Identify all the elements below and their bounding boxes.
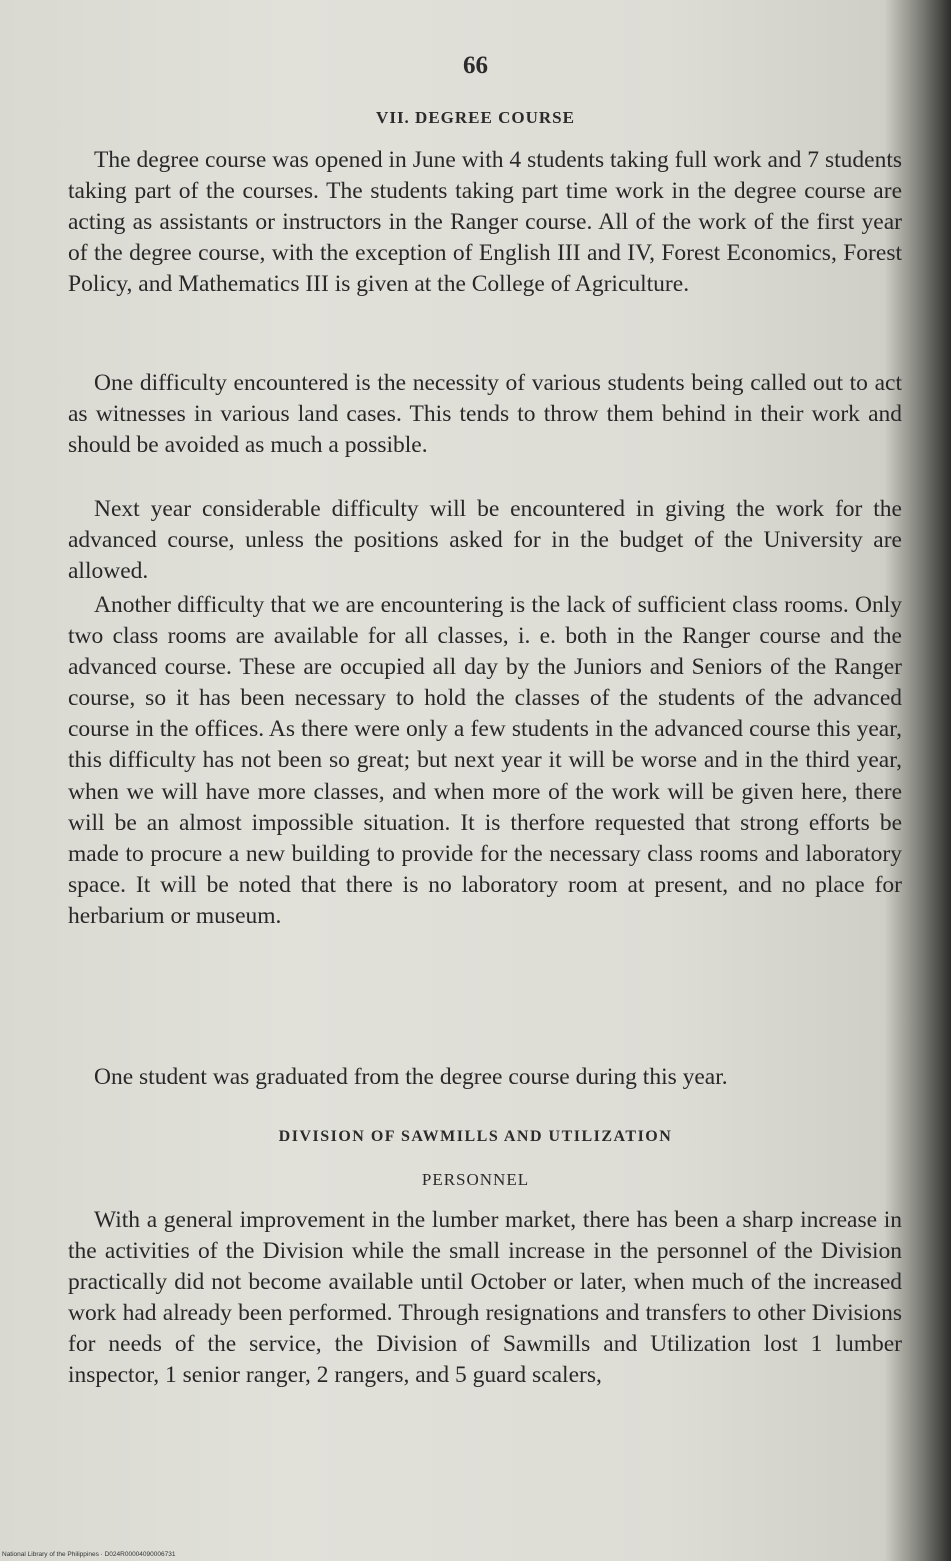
paragraph-personnel: With a general improvement in the lumber market, there has been a sharp increase in the activities of the Division while the small increase in the personnel of the Division practically did not become available until October or later, when much of the increased work had already been performed. Through resignations and transfers to other Divisions for needs of the service, the Division of Sawmills and Utilization lost 1 lumber inspector, 1 senior ranger, 2 rangers, and 5 guard scalers, <box>68 1207 902 1389</box>
footer-library-stamp: National Library of the Philippines · D024R00004090006731 <box>2 1551 176 1558</box>
page-number: 66 <box>463 52 488 79</box>
division-heading: DIVISION OF SAWMILLS AND UTILIZATION <box>278 1128 673 1145</box>
personnel-heading: PERSONNEL <box>421 1170 530 1189</box>
paragraph-degree-course: The degree course was opened in June with 4 students taking full work and 7 students taking part of the courses. The students taking part time work in the degree course are acting as assistants or instructors in the Ranger course. All of the work of the first year of the degree course, with the exception of English III and IV, Forest Economics, Forest Policy, and Mathematics III is given at the College of Agriculture. <box>68 147 902 298</box>
paragraph-witness-difficulty: One difficulty encountered is the necessity of various students being called out to act as witnesses in various land cases. This tends to throw them behind in their work and should be avoided as much a possible. <box>68 370 902 459</box>
section-heading: VII. DEGREE COURSE <box>376 108 575 127</box>
paragraph-graduated: One student was graduated from the degree course during this year. <box>94 1064 728 1090</box>
paragraph-next-year: Next year considerable difficulty will be encountered in giving the work for the advanced course, unless the positions asked for in the budget of the University are allowed. <box>68 496 902 585</box>
paragraph-class-rooms: Another difficulty that we are encountering is the lack of sufficient class rooms. Only two class rooms are available for all classes, i. e. both in the Ranger course and the advanced course. These are occupied all day by the Juniors and Seniors of the Ranger course, so it has been necessary to hold the classes of the students of the advanced course in the offices. As there were only a few students in the advanced course this year, this difficulty has not been so great; but next year it will be worse and in the third year, when we will have more classes, and when more of the work will be given here, there will be an almost impossible situation. It is therfore requested that strong efforts be made to procure a new building to provide for the necessary class rooms and laboratory space. It will be noted that there is no laboratory room at present, and no place for herbarium or museum. <box>68 592 902 929</box>
